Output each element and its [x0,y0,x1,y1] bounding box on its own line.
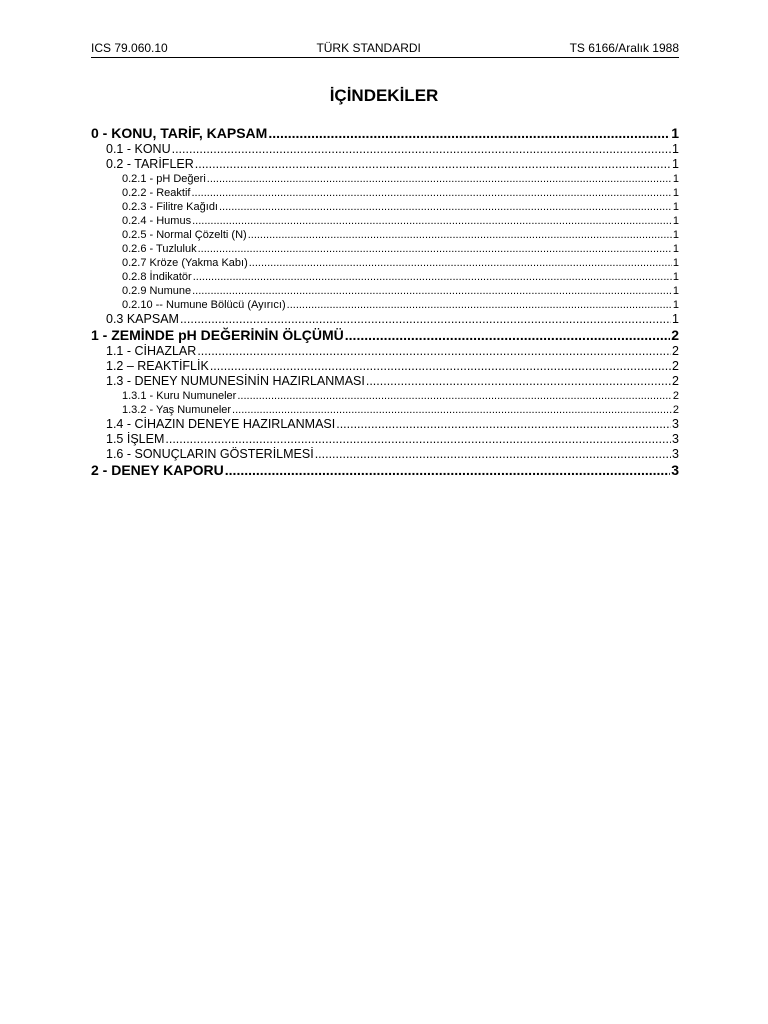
toc-dot-leader [172,142,671,157]
toc-entry-page: 1 [672,229,679,241]
header-standard-number: TS 6166/Aralık 1988 [569,41,679,55]
toc-entry-page: 1 [672,187,679,199]
toc-dot-leader [237,389,672,403]
toc-dot-leader [191,186,671,200]
toc-dot-leader [192,214,672,228]
toc-dot-leader [180,312,671,327]
toc-entry-label: 0.2.5 - Normal Çözelti (N) [122,229,247,241]
toc-entry[interactable] [91,256,679,270]
header-standard-name: TÜRK STANDARDI [316,41,421,55]
toc-entry-label: 0 - KONU, TARİF, KAPSAM [91,125,268,141]
toc-dot-leader [336,417,671,432]
toc-entry[interactable] [91,228,679,242]
toc-entry[interactable] [91,403,679,417]
toc-entry-label: 1.3 - DENEY NUMUNESİNİN HAZIRLANMASI [106,374,365,388]
toc-entry[interactable] [91,447,679,462]
toc-dot-leader [287,298,672,312]
toc-entry-label: 1.2 – REAKTİFLİK [106,359,209,373]
toc-entry[interactable] [91,157,679,172]
toc-entry-label: 1 - ZEMİNDE pH DEĞERİNİN ÖLÇÜMÜ [91,327,344,343]
toc-entry-label: 0.2.6 - Tuzluluk [122,243,197,255]
toc-entry[interactable] [91,172,679,186]
toc-entry-label: 0.2.10 -- Numune Bölücü (Ayırıcı) [122,299,286,311]
toc-entry-label: 0.2.8 İndikatör [122,271,192,283]
toc-entry[interactable] [91,242,679,256]
table-of-contents [91,125,679,479]
toc-dot-leader [198,242,672,256]
toc-dot-leader [315,447,671,462]
toc-entry[interactable] [91,186,679,200]
toc-entry-label: 0.2.7 Kröze (Yakma Kabı) [122,257,248,269]
toc-entry-label: 1.5 İŞLEM [106,432,165,446]
toc-dot-leader [210,359,671,374]
toc-entry-label: 1.1 - CİHAZLAR [106,344,197,358]
header-ics-code: ICS 79.060.10 [91,41,168,55]
toc-entry-page: 3 [672,447,679,461]
toc-entry-page: 3 [672,432,679,446]
toc-entry-label: 2 - DENEY KAPORU [91,462,224,478]
toc-entry-label: 0.3 KAPSAM [106,312,179,326]
toc-dot-leader [366,374,671,389]
toc-entry-label: 0.2.3 - Filitre Kağıdı [122,201,218,213]
toc-dot-leader [225,462,670,479]
toc-dot-leader [219,200,672,214]
toc-entry[interactable] [91,389,679,403]
toc-entry-page: 1 [672,142,679,156]
toc-entry-label: 0.2.4 - Humus [122,215,192,227]
toc-entry-page: 1 [672,257,679,269]
toc-entry-page: 1 [672,312,679,326]
toc-entry-page: 2 [672,404,679,416]
toc-dot-leader [193,270,672,284]
toc-entry[interactable] [91,125,679,142]
toc-entry-page: 2 [672,344,679,358]
toc-entry-label: 0.1 - KONU [106,142,171,156]
toc-dot-leader [248,228,672,242]
toc-entry-page: 2 [672,390,679,402]
toc-entry-label: 1.6 - SONUÇLARIN GÖSTERİLMESİ [106,447,314,461]
toc-entry-page: 1 [672,271,679,283]
toc-entry[interactable] [91,142,679,157]
toc-entry[interactable] [91,200,679,214]
toc-entry[interactable] [91,284,679,298]
toc-entry[interactable] [91,327,679,344]
toc-dot-leader [207,172,672,186]
toc-dot-leader [195,157,671,172]
toc-dot-leader [197,344,671,359]
toc-entry[interactable] [91,359,679,374]
toc-entry[interactable] [91,462,679,479]
toc-entry-page: 2 [672,359,679,373]
toc-dot-leader [249,256,672,270]
toc-entry-page: 3 [672,417,679,431]
toc-entry-label: 1.4 - CİHAZIN DENEYE HAZIRLANMASI [106,417,336,431]
toc-entry-page: 1 [672,157,679,171]
toc-entry[interactable] [91,374,679,389]
toc-entry-page: 1 [672,285,679,297]
toc-entry[interactable] [91,214,679,228]
toc-entry[interactable] [91,298,679,312]
page-header [91,41,679,58]
toc-entry-label: 1.3.2 - Yaş Numuneler [122,404,232,416]
toc-entry[interactable] [91,344,679,359]
toc-entry-page: 1 [672,299,679,311]
page-title: İÇİNDEKİLER [329,86,439,105]
toc-entry-label: 0.2.9 Numune [122,285,192,297]
toc-entry-page: 3 [671,462,679,478]
toc-entry-page: 2 [672,374,679,388]
toc-dot-leader [345,327,670,344]
toc-entry[interactable] [91,432,679,447]
toc-entry-page: 1 [672,243,679,255]
toc-entry-label: 0.2.1 - pH Değeri [122,173,206,185]
toc-dot-leader [268,125,670,142]
toc-entry-label: 0.2 - TARİFLER [106,157,194,171]
toc-entry-label: 1.3.1 - Kuru Numuneler [122,390,237,402]
toc-dot-leader [192,284,672,298]
toc-entry-page: 2 [671,327,679,343]
toc-entry-page: 1 [671,125,679,141]
toc-entry-page: 1 [672,173,679,185]
toc-entry-page: 1 [672,201,679,213]
toc-entry-label: 0.2.2 - Reaktif [122,187,191,199]
toc-dot-leader [232,403,672,417]
toc-entry-page: 1 [672,215,679,227]
toc-dot-leader [165,432,671,447]
toc-entry[interactable] [91,417,679,432]
toc-entry[interactable] [91,312,679,327]
toc-entry[interactable] [91,270,679,284]
